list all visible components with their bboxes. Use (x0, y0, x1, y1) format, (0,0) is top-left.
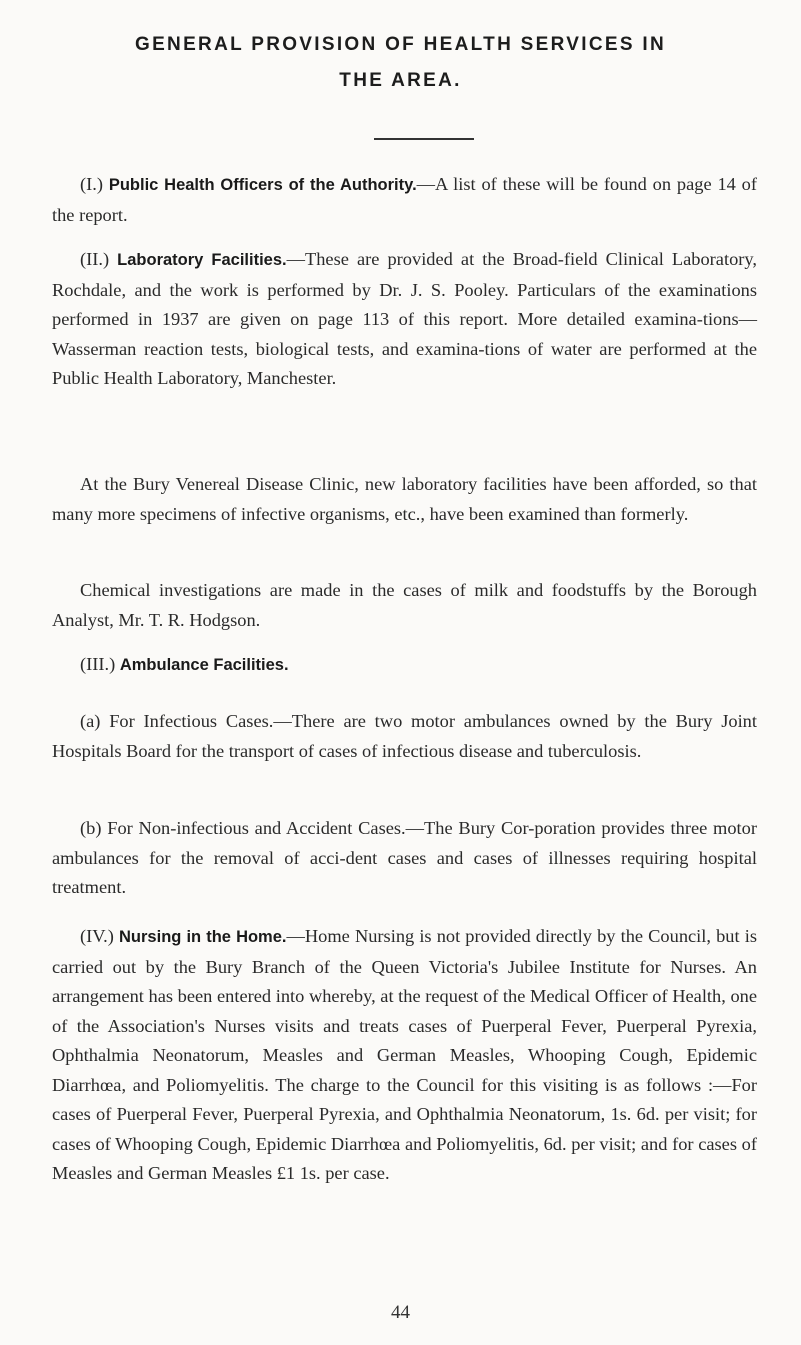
paragraph-text: Chemical investigations are made in the cases of milk and foodstuffs by the Borough Analyst, Mr. T. R. Hodgson. (52, 580, 757, 630)
paragraph-venereal-clinic (52, 470, 757, 529)
section-text: —These are provided at the Broad-field Clinical Laboratory, Rochdale, and the work is performed by Dr. J. S. Pooley. Particulars of the examinations performed in 1937 are given on page 113 of this report. More detailed examina-tions—Wasserman reaction tests, biological tests, and examina-tions of water are performed at the Public Health Laboratory, Manchester. (52, 249, 757, 388)
section-number: (II.) (80, 249, 110, 269)
paragraph-text: (b) For Non-infectious and Accident Cases.—The Bury Cor-poration provides three motor ambulances for the removal of acci-dent cases and cases of illnesses requiring hospital treatment. (52, 818, 757, 897)
paragraph-public-health-officers (52, 170, 757, 230)
section-heading: Public Health Officers of the Authority. (108, 176, 417, 194)
section-number: (III.) (80, 654, 116, 674)
paragraph-text: At the Bury Venereal Disease Clinic, new laboratory facilities have been afforded, so that many more specimens of infective organisms, etc., have been examined than formerly. (52, 474, 757, 524)
page-title-line-1: GENERAL PROVISION OF HEALTH SERVICES IN (135, 34, 666, 55)
section-number: (I.) (80, 174, 103, 194)
section-heading: Nursing in the Home. (119, 928, 287, 946)
page-number: 44 (391, 1302, 410, 1323)
paragraph-non-infectious-cases (52, 814, 757, 903)
paragraph-ambulance-heading (52, 650, 757, 681)
page-title-line-2: THE AREA. (339, 70, 462, 91)
section-number: (IV.) (80, 926, 114, 946)
paragraph-nursing-in-home (52, 922, 757, 1189)
section-text: —Home Nursing is not provided directly by the Council, but is carried out by the Bury Branch of the Queen Victoria's Jubilee Institute for Nurses. An arrangement has been entered into whereby, at the request of the Medical Officer of Health, one of the Association's Nurses visits and treats cases of Puerperal Fever, Puerperal Pyrexia, Ophthalmia Neonatorum, Measles and German Measles, Whooping Cough, Epidemic Diarrhœa, and Poliomyelitis. The charge to the Council for this visiting is as follows :—For cases of Puerperal Fever, Puerperal Pyrexia, and Ophthalmia Neonatorum, 1s. 6d. per visit; for cases of Whooping Cough, Epidemic Diarrhœa and Poliomyelitis, 6d. per visit; and for cases of Measles and German Measles £1 1s. per case. (52, 926, 757, 1183)
paragraph-text: (a) For Infectious Cases.—There are two motor ambulances owned by the Bury Joint Hospitals Board for the transport of cases of infectious disease and tuberculosis. (52, 711, 757, 761)
section-heading: Laboratory Facilities. (117, 251, 287, 269)
section-heading: Ambulance Facilities. (119, 656, 289, 674)
title-divider (374, 138, 474, 140)
paragraph-laboratory-facilities (52, 245, 757, 394)
paragraph-chemical-investigations (52, 576, 757, 635)
section-text: —A list of these will be found on page 14 of the report. (52, 174, 757, 225)
paragraph-infectious-cases (52, 707, 757, 766)
